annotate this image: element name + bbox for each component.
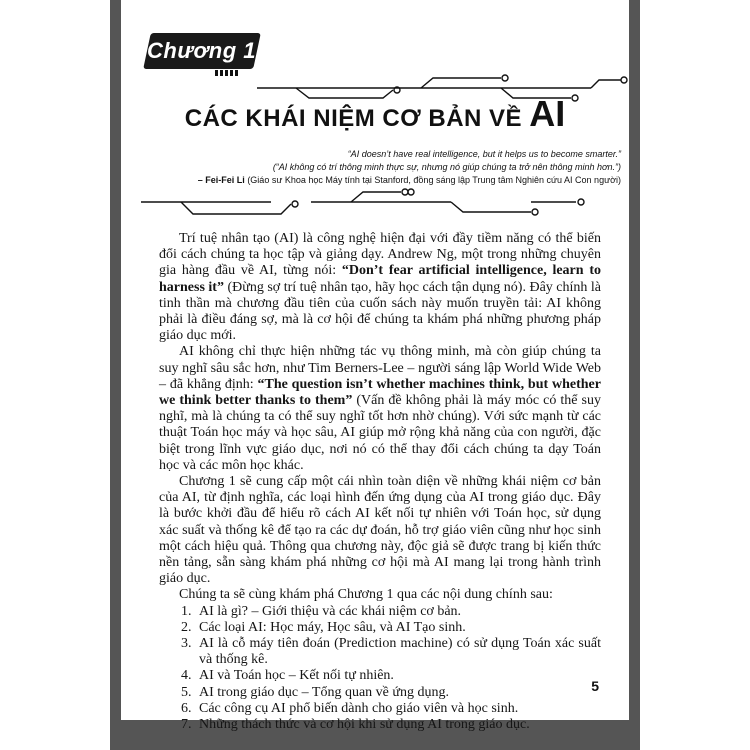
chapter-title-emphasis: AI: [529, 93, 566, 134]
paragraph-4: Chúng ta sẽ cùng khám phá Chương 1 qua các nội dung chính sau:: [179, 587, 553, 603]
paragraph-2-text-a: AI không chỉ thực hiện những tác vụ thông minh, mà còn giúp chúng ta suy nghĩ sâu sắc hơn, như Tim Berners-Lee – người sáng lập World Wide Web – đã khẳng định:: [159, 344, 601, 392]
contents-list: [159, 604, 601, 734]
paragraph-2-text-b: (Vấn đề không phải là máy móc có thể suy nghĩ, mà là chúng ta có thể suy nghĩ tốt hơn nhờ chúng). Với sức mạnh từ các thuật Toán học máy và học sâu, AI giúp mở rộng khả năng của con người, đặc biệt trong lĩnh vực giáo dục, nơi nó có thể thay đổi cách chúng ta dạy Toán học và các môn học khác.: [159, 393, 601, 473]
paragraph-1-text-a: Trí tuệ nhân tạo (AI) là công nghệ hiện đại với đầy tiềm năng có thể biến đổi cách chúng ta học tập và giảng dạy. Andrew Ng, một trong những chuyên gia hàng đầu về AI, từng nói:: [159, 231, 601, 279]
chapter-title-main: CÁC KHÁI NIỆM CƠ BẢN VỀ: [184, 105, 530, 132]
quote-english: “AI doesn’t have real intelligence, but it helps us to become smarter.”: [347, 149, 621, 159]
quote-author: – Fei-Fei Li: [197, 175, 245, 185]
paragraph-2-quote: “The question isn’t whether machines think, but whether we think better thanks to them”: [159, 376, 601, 409]
list-item: 5. AI trong giáo dục – Tổng quan về ứng dụng.: [195, 685, 601, 701]
paragraph-1: [159, 231, 601, 344]
paragraph-1-quote: “Don’t fear artificial intelligence, learn to harness it”: [159, 263, 601, 295]
chapter-label-text: Chương 1: [147, 38, 257, 63]
list-item: 1. AI là gì? – Giới thiệu và các khái niệm cơ bản.: [195, 604, 601, 620]
quote-author-description: (Giáo sư Khoa học Máy tính tại Stanford, đồng sáng lập Trung tâm Nghiên cứu AI Con người): [244, 175, 621, 185]
list-item: 7. Những thách thức và cơ hội khi sử dụng AI trong giáo dục.: [195, 717, 601, 733]
list-item: 6. Các công cụ AI phổ biến dành cho giáo viên và học sinh.: [195, 701, 601, 717]
list-item: 3. AI là cỗ máy tiên đoán (Prediction machine) có sử dụng Toán xác suất và thống kê.: [195, 636, 601, 668]
body-text: [159, 231, 601, 733]
paragraph-1-text-b: (Đừng sợ trí tuệ nhân tạo, hãy học cách tận dụng nó). Đây chính là tinh thần mà chương đầu tiên của cuốn sách này muốn truyền tải: AI không phải là điều đáng sợ, mà là cơ hội để chúng ta khám phá những phương pháp giáo dục mới.: [159, 279, 601, 344]
paragraph-3: Chương 1 sẽ cung cấp một cái nhìn toàn diện về những khái niệm cơ bản của AI, từ định nghĩa, các loại hình đến ứng dụng của AI trong giáo dục. Đây là bước khởi đầu để hiểu rõ cách AI kết nối tự nhiên với Toán học, sử dụng xác suất và thống kê để tạo ra các dự đoán, hỗ trợ giáo viên cũng như học sinh một cách hiệu quả. Thông qua chương này, độc giả sẽ được trang bị kiến thức nền tảng, sẵn sàng khám phá những cơ hội mà AI mang lại trong hành trình giáo dục.: [159, 474, 601, 587]
chapter-title: [121, 93, 629, 135]
quote-vietnamese: (“AI không có trí thông minh thực sự, nhưng nó giúp chúng ta trở nên thông minh hơn.”): [272, 162, 621, 172]
list-item: 4. AI và Toán học – Kết nối tự nhiên.: [195, 668, 601, 684]
book-page: [121, 0, 629, 733]
page-number: 5: [591, 678, 599, 694]
list-item: 2. Các loại AI: Học máy, Học sâu, và AI Tạo sinh.: [195, 620, 601, 636]
paragraph-2: [159, 344, 601, 474]
